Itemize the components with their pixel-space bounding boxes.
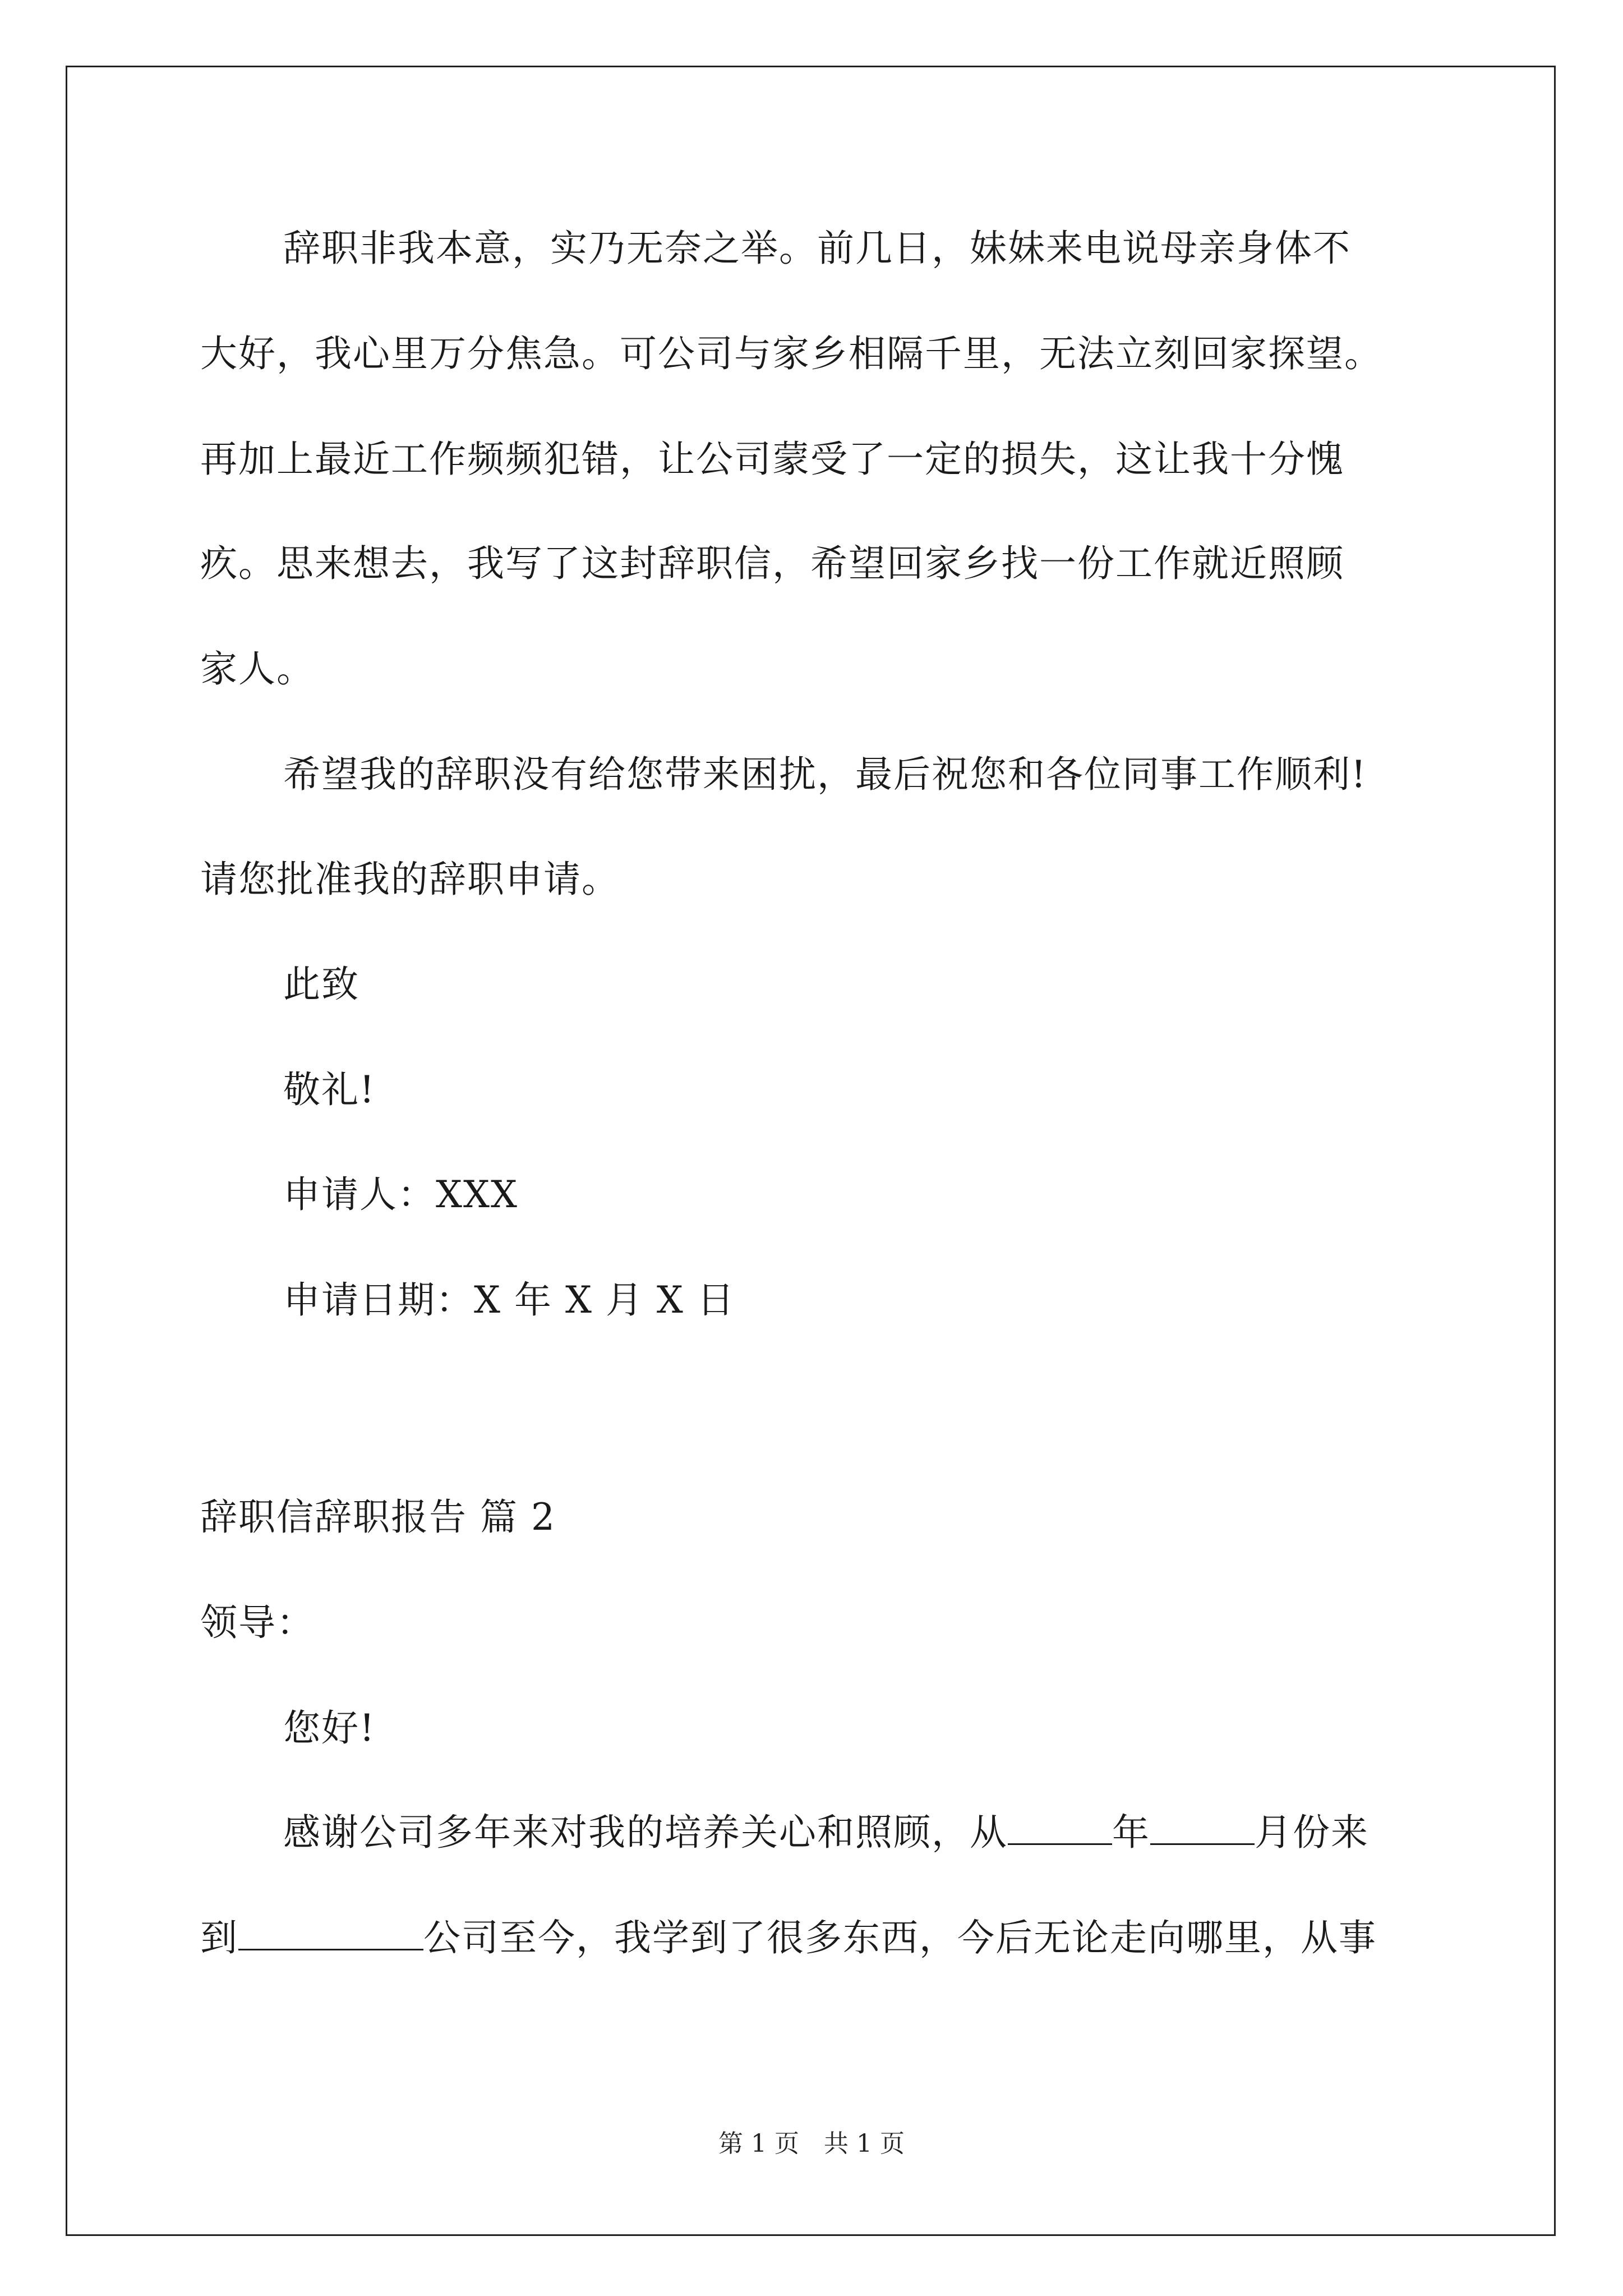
paragraph-2-line-1: 希望我的辞职没有给您带来困扰，最后祝您和各位同事工作顺利! [283, 753, 1367, 796]
paragraph-3-line-1 [283, 1807, 1369, 1858]
year-blank [1008, 1807, 1112, 1845]
company-blank [238, 1913, 423, 1950]
paragraph-1-line-1: 辞职非我本意，实乃无奈之举。前几日，妹妹来电说母亲身体不 [283, 227, 1351, 270]
paragraph-1-line-2: 大好，我心里万分焦急。可公司与家乡相隔千里，无法立刻回家探望。 [200, 332, 1382, 375]
salute-line: 敬礼! [283, 1068, 376, 1111]
paragraph-2-line-2: 请您批准我的辞职申请。 [200, 858, 620, 901]
paragraph-3-text-d: 到 [200, 1916, 238, 1959]
paragraph-1-line-3: 再加上最近工作频频犯错，让公司蒙受了一定的损失，这让我十分愧 [200, 438, 1344, 481]
paragraph-3-text-b: 年 [1112, 1811, 1150, 1854]
closing-line: 此致 [283, 963, 359, 1006]
paragraph-3-text-a: 感谢公司多年来对我的培养关心和照顾，从 [283, 1811, 1008, 1854]
page-border [66, 66, 1556, 2236]
apply-date-line: 申请日期：X 年 X 月 X 日 [283, 1278, 735, 1322]
page-number-current: 第 1 页 [718, 2129, 799, 2158]
paragraph-3-text-c: 月份来 [1255, 1811, 1369, 1854]
paragraph-1-line-4: 疚。思来想去，我写了这封辞职信，希望回家乡找一份工作就近照顾 [200, 542, 1344, 585]
month-blank [1150, 1807, 1255, 1845]
paragraph-3-line-2 [200, 1913, 1377, 1963]
applicant-line: 申请人：XXX [283, 1173, 518, 1216]
paragraph-1-line-5: 家人。 [200, 647, 315, 691]
section-title: 辞职信辞职报告 篇 2 [200, 1496, 556, 1539]
page-footer [0, 2127, 1623, 2161]
paragraph-3-text-e: 公司至今，我学到了很多东西，今后无论走向哪里，从事 [423, 1916, 1377, 1959]
page-number-total: 共 1 页 [824, 2129, 905, 2158]
greeting-hello: 您好! [283, 1706, 376, 1750]
greeting-recipient: 领导： [200, 1601, 315, 1644]
